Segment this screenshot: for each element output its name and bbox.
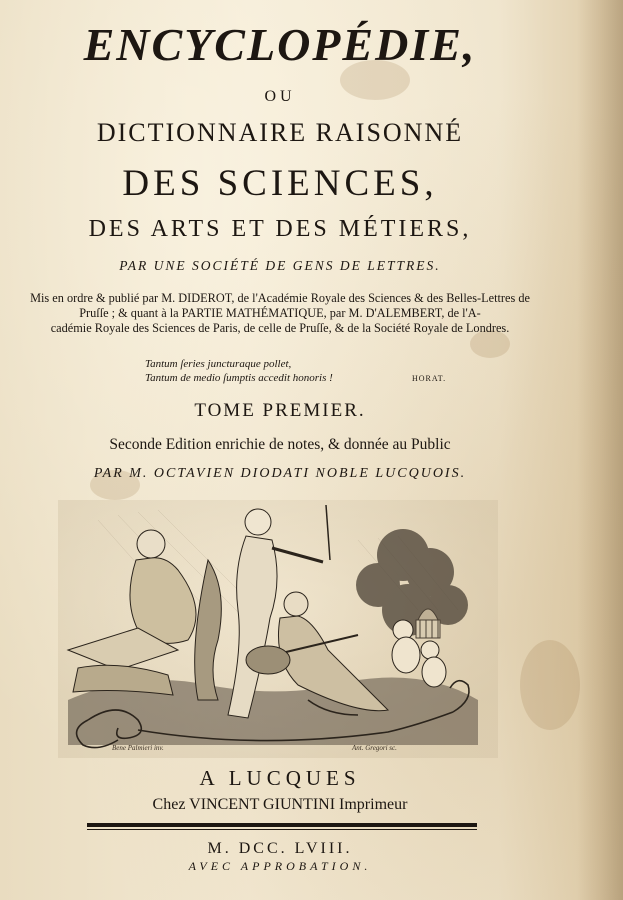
subtitle-sciences: DES SCIENCES, xyxy=(122,163,438,204)
title: ENCYCLOPÉDIE, xyxy=(83,19,477,70)
engraved-vignette xyxy=(58,500,498,758)
motto-source: HORAT. xyxy=(412,374,447,383)
divider-thin xyxy=(87,829,477,830)
publication-year: M. DCC. LVIII. xyxy=(207,840,353,857)
edition-by-line: PAR M. OCTAVIEN DIODATI NOBLE LUCQUOIS. xyxy=(93,466,467,481)
divider-thick xyxy=(87,823,477,827)
approval-line: AVEC APPROBATION. xyxy=(188,859,372,873)
motto-line-1: Tantum ſeries juncturaque pollet, xyxy=(145,358,292,370)
edition-line: Seconde Edition enrichie de notes, & donnée au Public xyxy=(109,436,451,453)
editors-line-1: Mis en ordre & publié par M. DIDEROT, de l'Académie Royale des Sciences & des Belles-Lettres de xyxy=(30,291,530,305)
engraving-credit-inventor: Bene Palmieri inv. xyxy=(112,744,164,752)
paper-stain xyxy=(520,640,580,730)
engraving-credit-engraver: Ant. Gregori sc. xyxy=(352,744,397,752)
printer-line: Chez VINCENT GIUNTINI Imprimeur xyxy=(152,796,408,813)
editors-line-3: cadémie Royale des Sciences de Paris, de celle de Pruſſe, & de la Société Royale de Londres. xyxy=(50,321,510,335)
editors-line-2: Pruſſe ; & quant à la PARTIE MATHÉMATIQUE, par M. D'ALEMBERT, de l'A- xyxy=(79,306,481,320)
authors-line: PAR UNE SOCIÉTÉ DE GENS DE LETTRES. xyxy=(119,258,441,273)
place-of-publication: A LUCQUES xyxy=(199,766,361,790)
subtitle-ou: OU xyxy=(264,88,296,105)
subtitle-dictionnaire: DICTIONNAIRE RAISONNÉ xyxy=(96,118,464,147)
subtitle-arts: DES ARTS ET DES MÉTIERS, xyxy=(88,216,472,242)
page-edge-shadow xyxy=(577,0,623,900)
volume-label: TOME PREMIER. xyxy=(194,400,366,421)
motto-line-2: Tantum de medio ſumptis accedit honoris ! xyxy=(145,372,333,384)
